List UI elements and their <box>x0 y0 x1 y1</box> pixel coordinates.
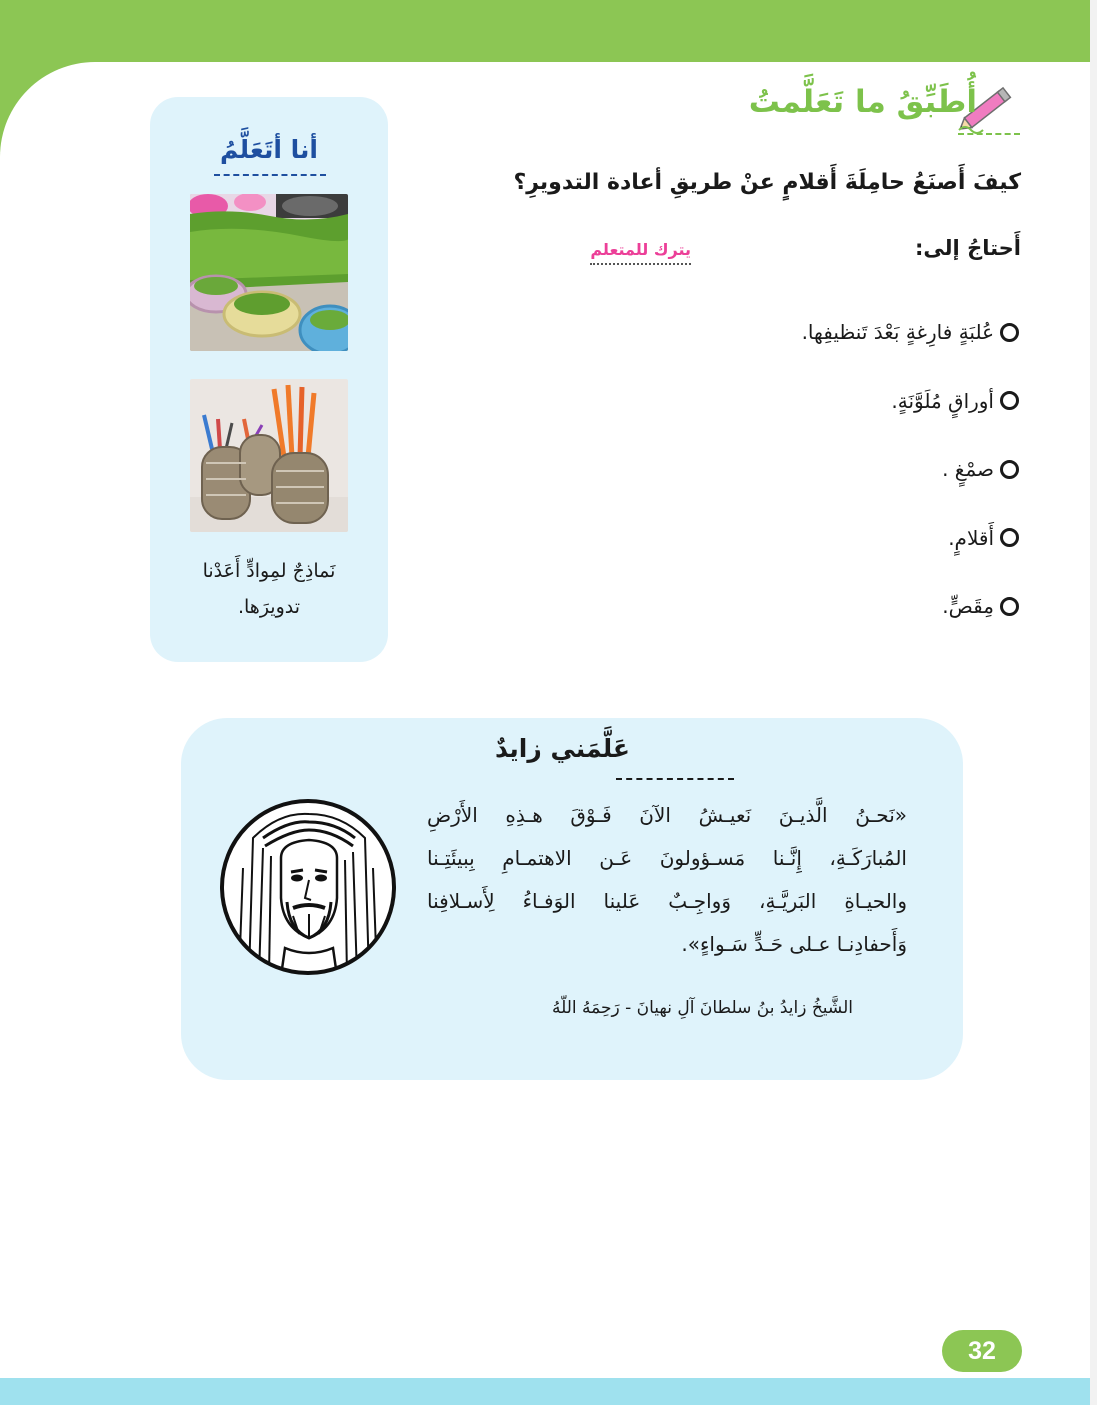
quote-line: «نَحـنُ الَّذيـنَ نَعيـشُ الآنَ فَـوْقَ هـذِهِ الأَرْضِ <box>427 803 907 827</box>
sidebar-title: أنا أتَعَلَّمُ <box>220 135 318 164</box>
need-label: أَحتاجُ إلى: <box>915 236 1021 260</box>
quote-title <box>181 734 962 763</box>
page-right-edge <box>1090 0 1097 1405</box>
quote-text <box>427 794 907 966</box>
learner-answer-note: يترك للمتعلم <box>590 240 691 265</box>
activity-question: كيفَ أَصنَعُ حامِلَةَ أَقلامٍ عنْ طريقِ أعادة التدويرِ؟ <box>513 170 1021 195</box>
page-number-badge: 32 <box>942 1330 1022 1372</box>
quote-title-underline <box>616 778 734 780</box>
need-row <box>471 236 1021 276</box>
section-title-underline <box>958 133 1020 135</box>
material-label: أَقلامٍ. <box>948 525 994 550</box>
quote-line: والحيـاةِ البَريَّـةِ، وَواجِـبٌ عَلينا الوَفـاءُ لِأَسـلافِنا <box>427 889 907 913</box>
pen-holder-photo <box>190 379 348 532</box>
material-label: صمْغٍ . <box>942 457 994 482</box>
tire-planter-photo <box>190 194 348 351</box>
material-label: مِقَصٍّ. <box>942 594 994 619</box>
sidebar-caption-line: تدويرَها. <box>237 596 301 618</box>
section-title <box>749 84 977 120</box>
circle-bullet-icon <box>1000 391 1019 410</box>
list-item <box>802 367 1019 436</box>
sidebar-caption <box>160 553 378 625</box>
sidebar-title-underline <box>214 174 326 176</box>
learning-sidebar <box>150 97 388 662</box>
section-title-text: أُطَبِّقُ ما تَعَلَّمتُ <box>748 84 977 120</box>
bottom-blue-band <box>0 1378 1090 1405</box>
circle-bullet-icon <box>1000 323 1019 342</box>
circle-bullet-icon <box>1000 528 1019 547</box>
quote-title-text: عَلَّمَني زايدٌ <box>494 734 631 763</box>
materials-list <box>802 298 1019 641</box>
top-green-band <box>0 0 1090 62</box>
quote-line: وَأَحفادِنـا عـلى حَـدٍّ سَـواءٍ». <box>681 932 907 956</box>
circle-bullet-icon <box>1000 460 1019 479</box>
sheikh-zayed-portrait-icon <box>219 798 397 976</box>
material-label: عُلبَةٍ فارِغةٍ بَعْدَ تَنظيفِها. <box>801 320 994 345</box>
quote-author: الشَّيخُ زايدُ بنُ سلطانَ آلِ نهيانَ - رَحِمَهُ اللّهُ <box>551 998 853 1018</box>
zayed-quote-box <box>181 718 963 1080</box>
list-item <box>802 435 1019 504</box>
quote-line: المُبارَكَـةِ، إِنَّـنا مَسـؤولونَ عَـن الاهتمـامِ بِبيئَتِـنا <box>427 846 907 870</box>
circle-bullet-icon <box>1000 597 1019 616</box>
material-label: أوراقٍ مُلَوَّنَةٍ. <box>891 388 994 413</box>
list-item <box>802 572 1019 641</box>
sidebar-caption-line: نَماذِجٌ لمِوادٍّ أَعَدْنا <box>202 560 336 582</box>
list-item <box>802 504 1019 573</box>
list-item <box>802 298 1019 367</box>
